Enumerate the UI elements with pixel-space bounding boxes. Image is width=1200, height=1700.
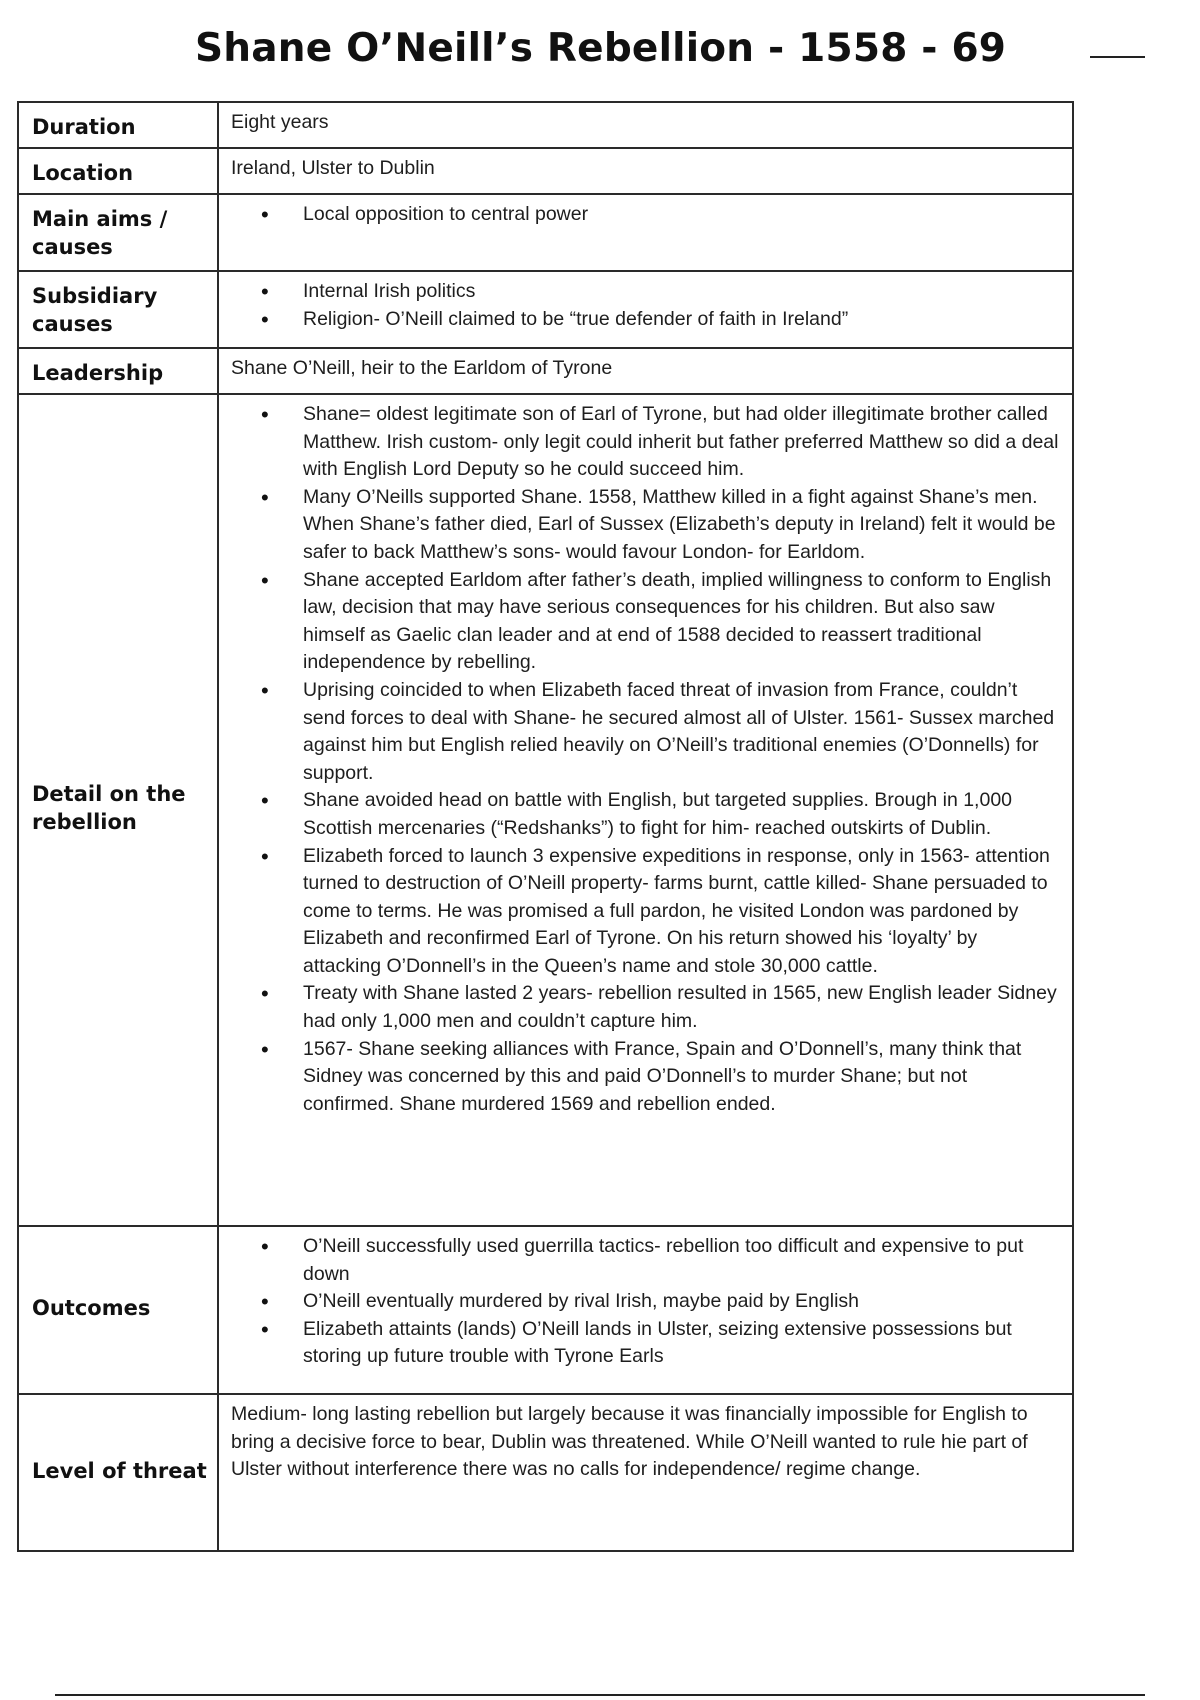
value-threat: Medium- long lasting rebellion but largely because it was financially impossible for English to bring a decisive force to bear, Dublin was threatened. While O’Neill wanted to rule hie part of Ulster without interference there was no calls for independence/ regime change. [218, 1394, 1073, 1551]
list-item: • Elizabeth attaints (lands) O’Neill lands in Ulster, seizing extensive possessions but storing up future trouble with Tyrone Earls [231, 1316, 1060, 1371]
bottom-rule [55, 1694, 1145, 1696]
row-subsidiary [18, 271, 1073, 348]
row-outcomes [18, 1226, 1073, 1394]
row-location [18, 148, 1073, 194]
list-item: • O’Neill successfully used guerrilla tactics- rebellion too difficult and expensive to put down [231, 1233, 1060, 1288]
list-item: • Religion- O’Neill claimed to be “true defender of faith in Ireland” [231, 306, 1060, 334]
label-duration: Duration [18, 102, 218, 148]
list-item: • O’Neill eventually murdered by rival Irish, maybe paid by English [231, 1288, 1060, 1316]
label-subsidiary: Subsidiary causes [18, 271, 218, 348]
page-title: Shane O’Neill’s Rebellion - 1558 - 69 [195, 26, 1007, 71]
value-detail [218, 394, 1073, 1226]
value-subsidiary [218, 271, 1073, 348]
list-item: • Shane avoided head on battle with English, but targeted supplies. Brough in 1,000 Scottish mercenaries (“Redshanks”) to fight for him- reached outskirts of Dublin. [231, 787, 1060, 842]
list-item: • Local opposition to central power [231, 201, 1060, 229]
row-main-aims [18, 194, 1073, 271]
value-main-aims [218, 194, 1073, 271]
top-right-dash [1090, 56, 1145, 58]
label-leadership: Leadership [18, 348, 218, 394]
value-leadership: Shane O’Neill, heir to the Earldom of Tyrone [218, 348, 1073, 394]
value-outcomes [218, 1226, 1073, 1394]
row-detail [18, 394, 1073, 1226]
value-duration: Eight years [218, 102, 1073, 148]
list-item: • Uprising coincided to when Elizabeth faced threat of invasion from France, couldn’t send forces to deal with Shane- he secured almost all of Ulster. 1561- Sussex marched against him but English relied heavily on O’Neill’s traditional enemies (O’Donnells) for support. [231, 677, 1060, 787]
list-item: • Elizabeth forced to launch 3 expensive expeditions in response, only in 1563- attention turned to destruction of O’Neill property- farms burnt, cattle killed- Shane persuaded to come to terms. He was promised a full pardon, he visited London was pardoned by Elizabeth and reconfirmed Earl of Tyrone. On his return showed his ‘loyalty’ by attacking O’Donnell’s in the Queen’s name and stole 30,000 cattle. [231, 843, 1060, 981]
list-item: • Shane accepted Earldom after father’s death, implied willingness to conform to English law, decision that may have serious consequences for his children. But also saw himself as Gaelic clan leader and at end of 1588 decided to reassert traditional independence by rebelling. [231, 567, 1060, 677]
label-threat: Level of threat [18, 1394, 218, 1551]
list-item: • 1567- Shane seeking alliances with France, Spain and O’Donnell’s, many think that Sidney was concerned by this and paid O’Donnell’s to murder Shane; but not confirmed. Shane murdered 1569 and rebellion ended. [231, 1036, 1060, 1119]
value-location: Ireland, Ulster to Dublin [218, 148, 1073, 194]
summary-table [17, 101, 1074, 1552]
row-threat [18, 1394, 1073, 1551]
list-item: • Internal Irish politics [231, 278, 1060, 306]
label-detail: Detail on the rebellion [18, 394, 218, 1226]
label-outcomes: Outcomes [18, 1226, 218, 1394]
list-item: • Many O’Neills supported Shane. 1558, Matthew killed in a fight against Shane’s men. When Shane’s father died, Earl of Sussex (Elizabeth’s deputy in Ireland) felt it would be safer to back Matthew’s sons- would favour London- for Earldom. [231, 484, 1060, 567]
list-item: • Treaty with Shane lasted 2 years- rebellion resulted in 1565, new English leader Sidney had only 1,000 men and couldn’t capture him. [231, 980, 1060, 1035]
row-leadership [18, 348, 1073, 394]
row-duration [18, 102, 1073, 148]
label-main-aims: Main aims / causes [18, 194, 218, 271]
label-location: Location [18, 148, 218, 194]
list-item: • Shane= oldest legitimate son of Earl of Tyrone, but had older illegitimate brother called Matthew. Irish custom- only legit could inherit but father preferred Matthew so did a deal with English Lord Deputy so he could succeed him. [231, 401, 1060, 484]
